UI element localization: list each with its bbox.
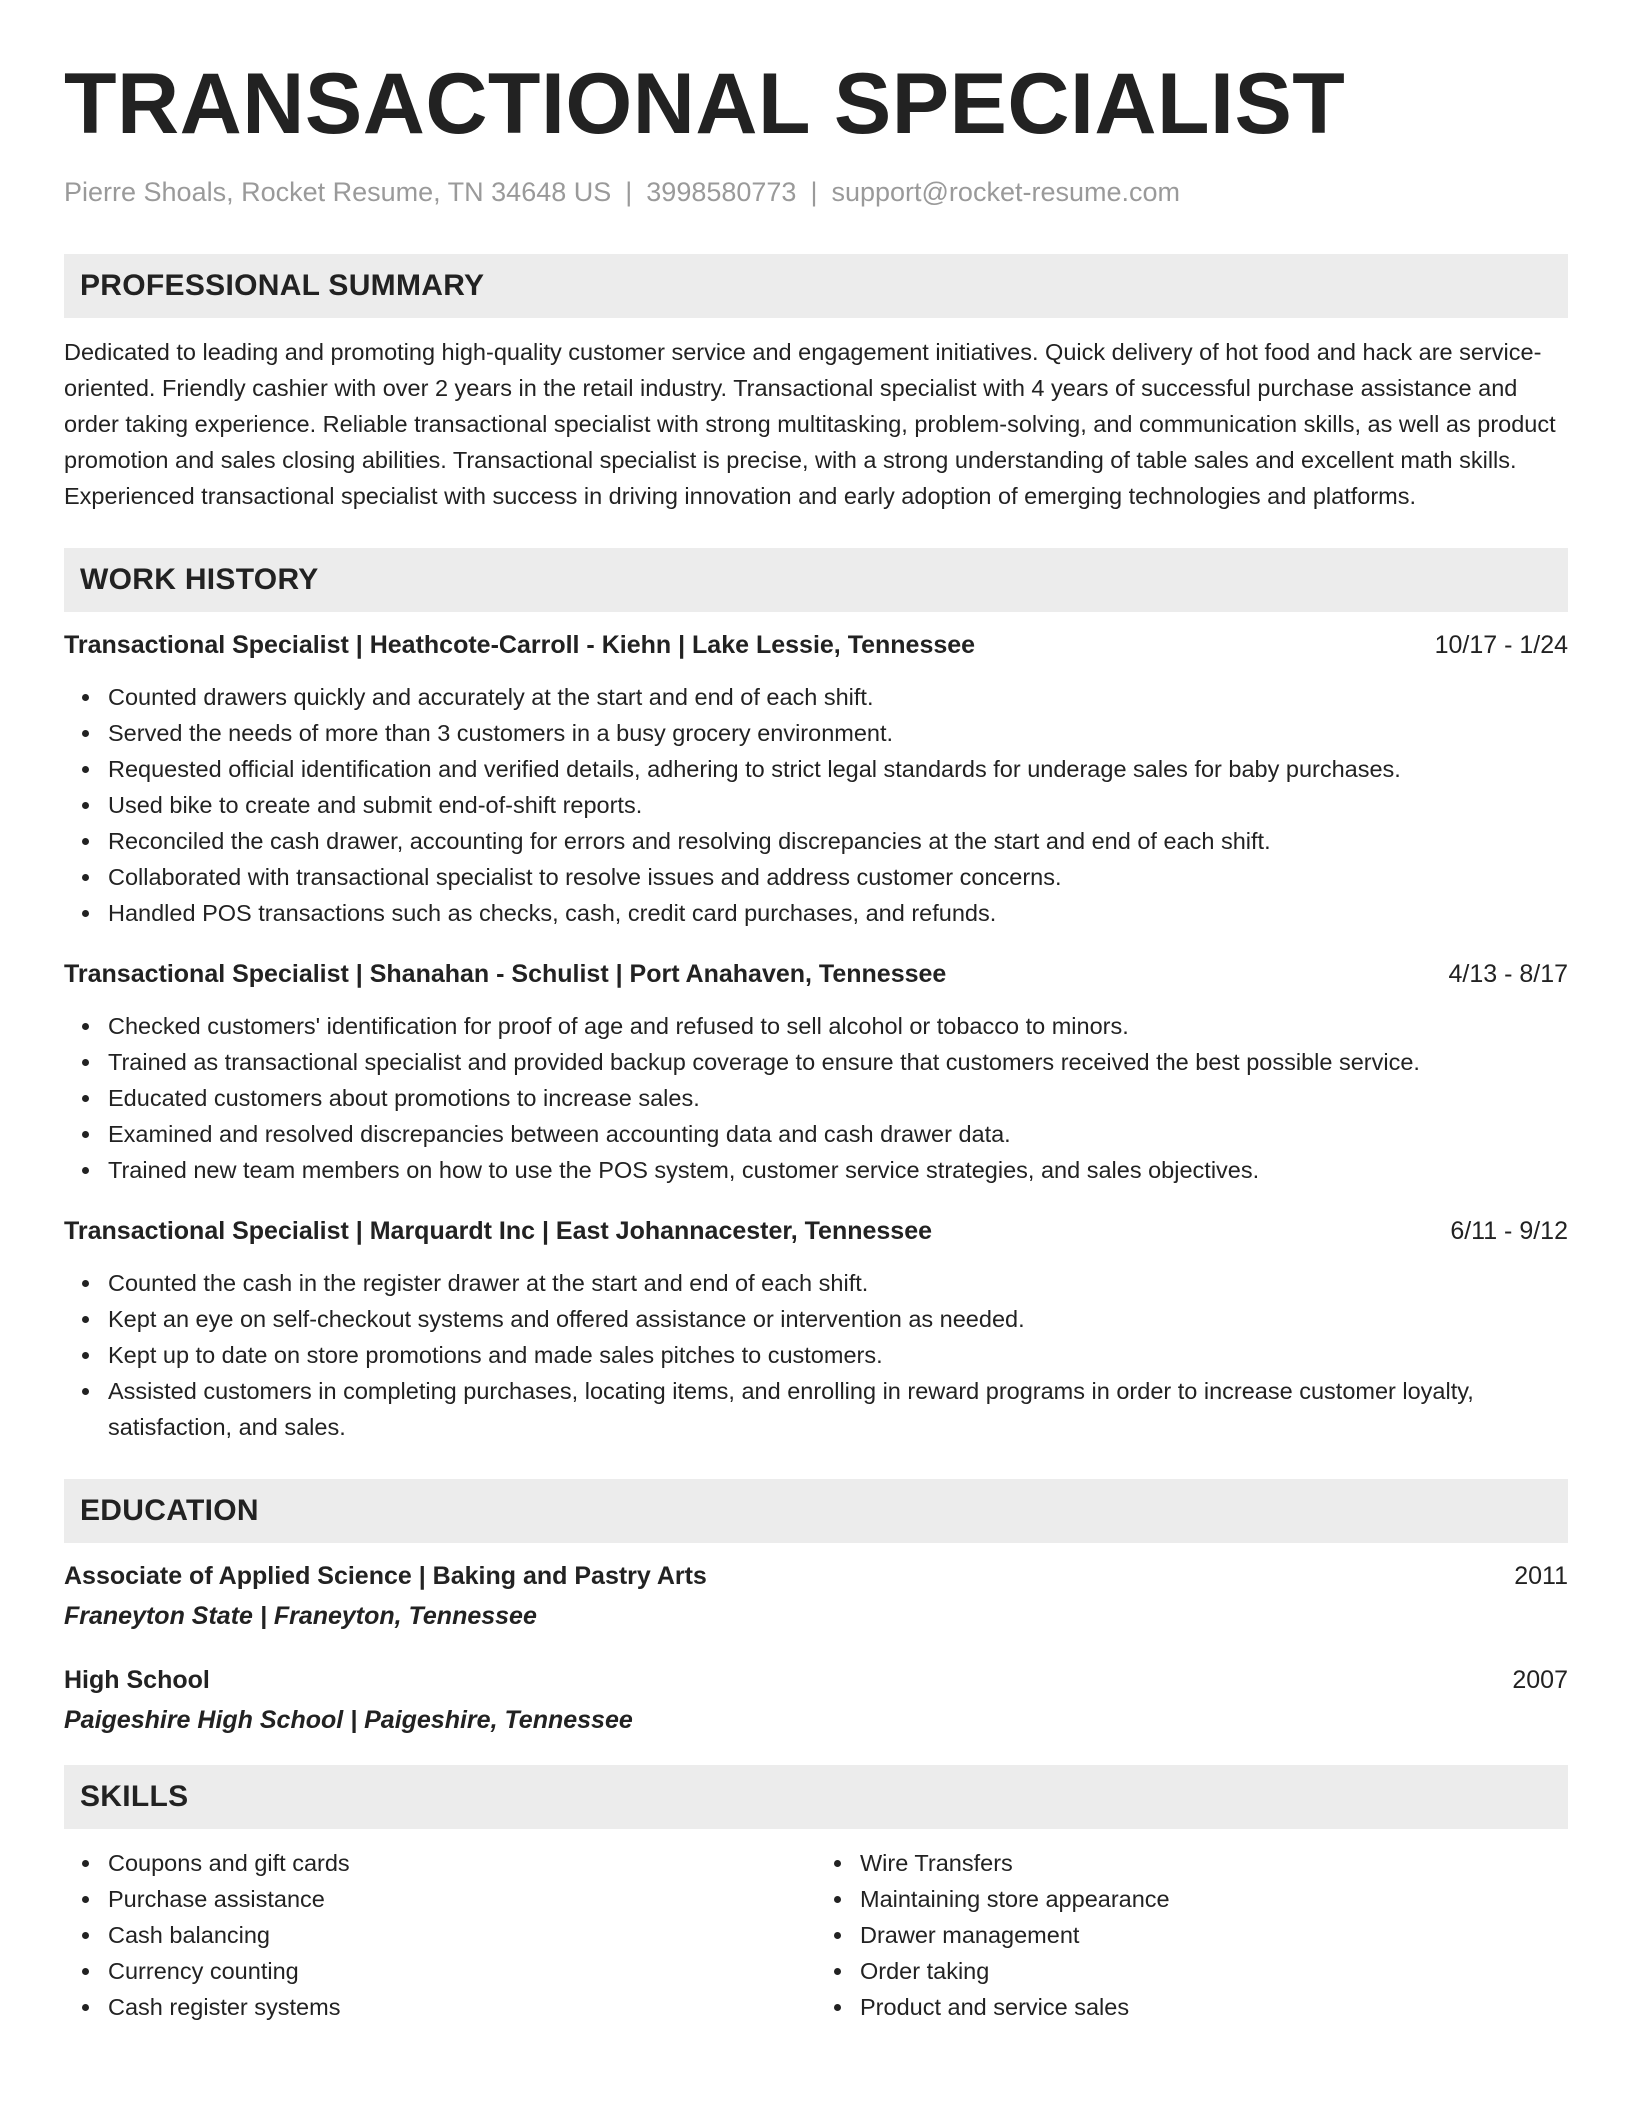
skills-grid — [64, 1845, 1568, 2025]
list-item: Educated customers about promotions to increase sales. — [108, 1080, 1568, 1116]
job-title: Transactional Specialist | Heathcote-Carroll - Kiehn | Lake Lessie, Tennessee — [64, 631, 976, 659]
contact-separator: | — [810, 177, 818, 207]
section-heading-education: EDUCATION — [64, 1479, 1568, 1543]
skill-item: Cash balancing — [108, 1917, 816, 1953]
job-dates: 4/13 - 8/17 — [1448, 960, 1568, 988]
job-title: Transactional Specialist | Marquardt Inc | East Johannacester, Tennessee — [64, 1217, 933, 1245]
education-year: 2007 — [1512, 1666, 1568, 1694]
skill-item: Wire Transfers — [860, 1845, 1568, 1881]
job-dates: 10/17 - 1/24 — [1434, 631, 1568, 659]
list-item: Handled POS transactions such as checks, cash, credit card purchases, and refunds. — [108, 895, 1568, 931]
skill-item: Cash register systems — [108, 1989, 816, 2025]
summary-text: Dedicated to leading and promoting high-quality customer service and engagement initiatives. Quick delivery of hot food and hack are service-oriented. Friendly cashier with over 2 years in the retail industry. Transactional specialist with 4 years of successful purchase assistance and order taking experience. Reliable transactional specialist with strong multitasking, problem-solving, and communication skills, as well as product promotion and sales closing abilities. Transactional specialist is precise, with a strong understanding of table sales and excellent math skills. Experienced transactional specialist with success in driving innovation and early adoption of emerging technologies and platforms. — [64, 339, 1556, 509]
education-degree: High School — [64, 1666, 210, 1694]
job-entry — [64, 1214, 1568, 1445]
education-entry — [64, 1559, 1568, 1633]
skill-item: Coupons and gift cards — [108, 1845, 816, 1881]
job-bullet-list — [64, 679, 1568, 931]
skill-item: Maintaining store appearance — [860, 1881, 1568, 1917]
job-header — [64, 628, 1568, 662]
list-item: Examined and resolved discrepancies between accounting data and cash drawer data. — [108, 1116, 1568, 1152]
job-entry — [64, 957, 1568, 1188]
list-item: Requested official identification and verified details, adhering to strict legal standards for underage sales for baby purchases. — [108, 751, 1568, 787]
job-bullet-list — [64, 1265, 1568, 1445]
job-header — [64, 1214, 1568, 1248]
list-item: Kept up to date on store promotions and made sales pitches to customers. — [108, 1337, 1568, 1373]
skill-item: Currency counting — [108, 1953, 816, 1989]
list-item: Trained new team members on how to use the POS system, customer service strategies, and sales objectives. — [108, 1152, 1568, 1188]
list-item: Checked customers' identification for proof of age and refused to sell alcohol or tobacco to minors. — [108, 1008, 1568, 1044]
job-title: Transactional Specialist | Shanahan - Schulist | Port Anahaven, Tennessee — [64, 960, 947, 988]
list-item: Collaborated with transactional specialist to resolve issues and address customer concerns. — [108, 859, 1568, 895]
job-entry — [64, 628, 1568, 931]
contact-separator: | — [625, 177, 633, 207]
skill-item: Purchase assistance — [108, 1881, 816, 1917]
list-item: Kept an eye on self-checkout systems and offered assistance or intervention as needed. — [108, 1301, 1568, 1337]
job-bullet-list — [64, 1008, 1568, 1188]
job-header — [64, 957, 1568, 991]
skill-item: Order taking — [860, 1953, 1568, 1989]
education-header — [64, 1559, 1568, 1593]
skill-item: Drawer management — [860, 1917, 1568, 1953]
education-header — [64, 1663, 1568, 1697]
contact-phone: 3998580773 — [646, 177, 797, 207]
list-item: Assisted customers in completing purchases, locating items, and enrolling in reward programs in order to increase customer loyalty, satisfaction, and sales. — [108, 1373, 1568, 1445]
contact-email: support@rocket-resume.com — [831, 177, 1180, 207]
education-entry — [64, 1663, 1568, 1737]
contact-line — [64, 174, 1568, 210]
education-degree: Associate of Applied Science | Baking and Pastry Arts — [64, 1562, 707, 1590]
skill-item: Product and service sales — [860, 1989, 1568, 2025]
list-item: Used bike to create and submit end-of-shift reports. — [108, 787, 1568, 823]
list-item: Counted drawers quickly and accurately at the start and end of each shift. — [108, 679, 1568, 715]
contact-address: Pierre Shoals, Rocket Resume, TN 34648 US — [64, 177, 612, 207]
job-dates: 6/11 - 9/12 — [1450, 1217, 1568, 1245]
education-year: 2011 — [1514, 1562, 1568, 1590]
list-item: Trained as transactional specialist and provided backup coverage to ensure that customers received the best possible service. — [108, 1044, 1568, 1080]
list-item: Counted the cash in the register drawer at the start and end of each shift. — [108, 1265, 1568, 1301]
section-heading-summary: PROFESSIONAL SUMMARY — [64, 254, 1568, 318]
list-item: Reconciled the cash drawer, accounting for errors and resolving discrepancies at the start and end of each shift. — [108, 823, 1568, 859]
section-heading-skills: SKILLS — [64, 1765, 1568, 1829]
skills-list-right — [816, 1845, 1568, 2025]
section-heading-work-history: WORK HISTORY — [64, 548, 1568, 612]
skills-list-left — [64, 1845, 816, 2025]
education-school: Franeyton State | Franeyton, Tennessee — [64, 1602, 537, 1630]
education-school: Paigeshire High School | Paigeshire, Tennessee — [64, 1706, 633, 1734]
list-item: Served the needs of more than 3 customers in a busy grocery environment. — [108, 715, 1568, 751]
page-title: TRANSACTIONAL SPECIALIST — [64, 56, 1346, 152]
